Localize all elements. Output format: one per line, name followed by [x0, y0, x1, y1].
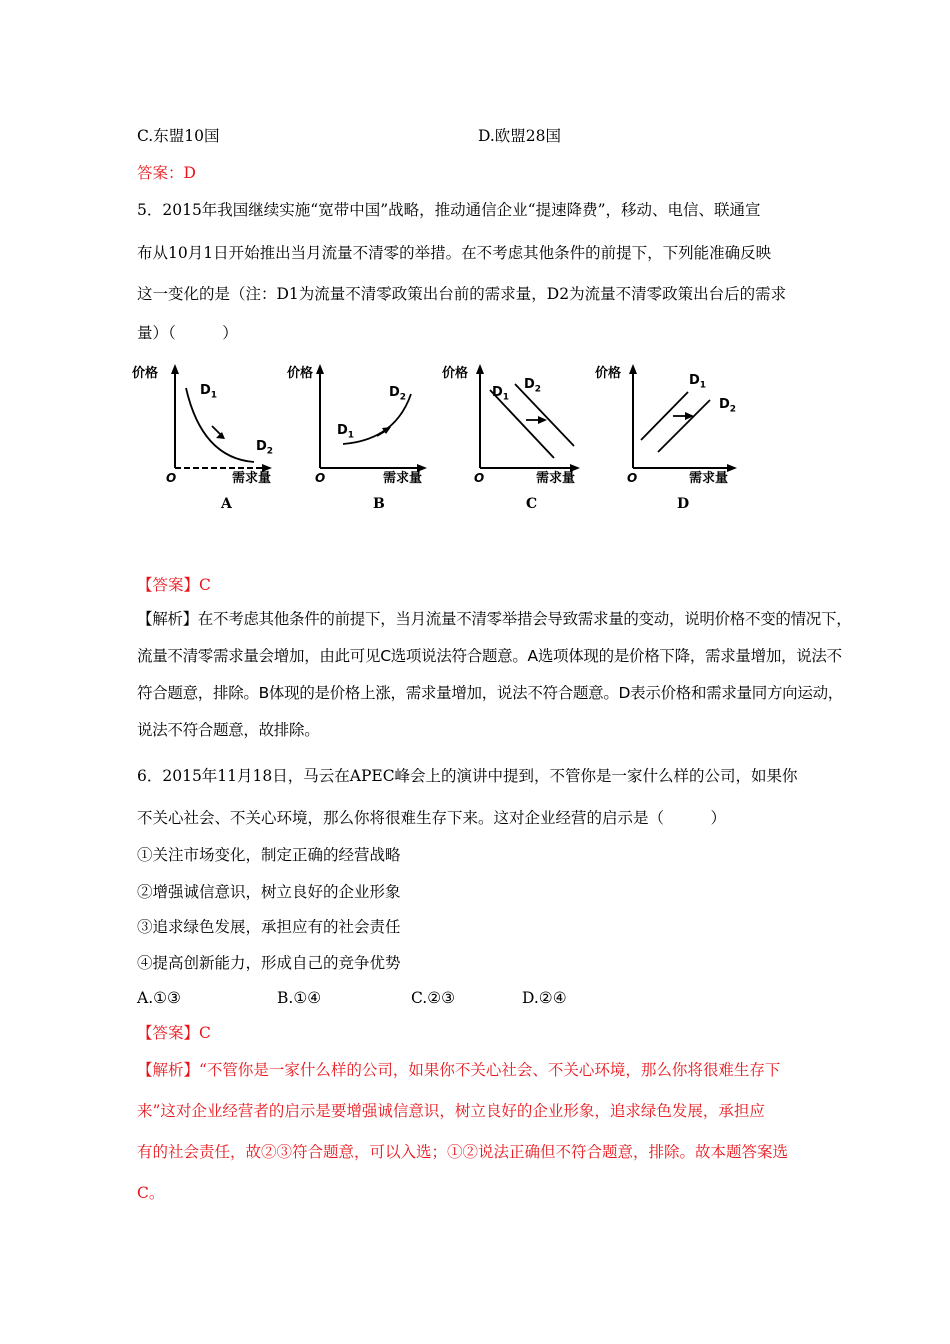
q6-analysis-line: 来”这对企业经营者的启示是要增强诚信意识，树立良好的企业形象，追求绿色发展，承担应 — [137, 1102, 765, 1120]
graph-c-x-label: 需求量 — [536, 471, 576, 486]
q6-item: ③追求绿色发展，承担应有的社会责任 — [137, 918, 401, 936]
demand-graph-c — [440, 362, 582, 514]
graph-d-x-label: 需求量 — [689, 471, 729, 486]
q6-line: 6．2015年11月18日，马云在APEC峰会上的演讲中提到，不管你是一家什么样的公司，如果你 — [137, 767, 798, 785]
graph-c-caption: C — [526, 496, 538, 512]
q6-option-a: A.①③ — [137, 989, 181, 1007]
q4-option-c: C.东盟10国 — [137, 127, 220, 145]
graph-b-origin: O — [315, 471, 326, 485]
q5-line: 布从10月1日开始推出当月流量不清零的举措。在不考虑其他条件的前提下，下列能准确反映 — [137, 244, 772, 262]
graph-a-curve-1: $D_1$ — [200, 383, 218, 401]
q5-line: 5．2015年我国继续实施“宽带中国”战略，推动通信企业“提速降费”，移动、电信、联通宣 — [137, 201, 761, 219]
graph-d-curve-2: $D_2$ — [719, 397, 737, 415]
q6-item: ④提高创新能力，形成自己的竞争优势 — [137, 954, 401, 972]
graph-b-curve-1: $D_1$ — [337, 423, 355, 441]
q6-answer: 【答案】C — [137, 1024, 211, 1042]
q4-option-d: D.欧盟28国 — [478, 127, 562, 145]
graph-b-curve-2: $D_2$ — [389, 385, 407, 403]
q6-option-c: C.②③ — [411, 989, 456, 1007]
q5-analysis-line: 【解析】在不考虑其他条件的前提下，当月流量不清零举措会导致需求量的变动，说明价格不变的情况下， — [137, 610, 852, 628]
graph-b-x-label: 需求量 — [383, 471, 423, 486]
demand-graph-d — [593, 362, 735, 514]
graph-c-origin: O — [474, 471, 485, 485]
q5-analysis-line: 流量不清零需求量会增加，由此可见C选项说法符合题意。A选项体现的是价格下降，需求量增加，说法不 — [137, 647, 842, 665]
q6-analysis-line: 【解析】“不管你是一家什么样的公司，如果你不关心社会、不关心环境，那么你将很难生存下 — [137, 1061, 781, 1079]
q5-line: 量）（ ） — [137, 324, 238, 342]
q6-analysis-line: 有的社会责任，故②③符合题意，可以入选；①②说法正确但不符合题意，排除。故本题答案选 — [137, 1143, 789, 1161]
graph-b-caption: B — [373, 496, 385, 512]
q4-answer: 答案：D — [137, 164, 196, 182]
graph-c-plot — [440, 362, 582, 514]
graph-c-y-label: 价格 — [442, 366, 469, 381]
demand-graph-a — [130, 362, 272, 514]
q5-line: 这一变化的是（注：D1为流量不清零政策出台前的需求量，D2为流量不清零政策出台后的需求 — [137, 285, 787, 303]
q6-option-d: D.②④ — [522, 989, 567, 1007]
graph-a-origin: O — [166, 471, 177, 485]
q5-analysis-line: 说法不符合题意，故排除。 — [137, 721, 320, 739]
graph-b-y-label: 价格 — [287, 366, 314, 381]
graph-a-caption: A — [221, 496, 232, 512]
graph-a-curve-2: $D_2$ — [256, 439, 274, 457]
q5-analysis-line: 符合题意，排除。B体现的是价格上涨，需求量增加，说法不符合题意。D表示价格和需求量同方向运动， — [137, 684, 843, 702]
graph-a-x-label: 需求量 — [232, 471, 272, 486]
graph-d-caption: D — [677, 496, 690, 512]
graph-c-curve-2: $D_2$ — [524, 377, 542, 395]
graph-d-y-label: 价格 — [595, 366, 622, 381]
graph-c-curve-1: $D_1$ — [492, 385, 510, 403]
demand-graph-b — [285, 362, 427, 514]
q6-item: ②增强诚信意识，树立良好的企业形象 — [137, 883, 401, 901]
q6-line: 不关心社会、不关心环境，那么你将很难生存下来。这对企业经营的启示是（ ） — [137, 809, 727, 827]
q6-analysis-line: C。 — [137, 1184, 165, 1202]
graph-d-plot — [593, 362, 735, 514]
q5-answer: 【答案】C — [137, 576, 211, 594]
q6-item: ①关注市场变化，制定正确的经营战略 — [137, 846, 401, 864]
graph-d-curve-1: $D_1$ — [689, 373, 707, 391]
graph-a-y-label: 价格 — [132, 366, 159, 381]
q6-option-b: B.①④ — [277, 989, 322, 1007]
graph-d-origin: O — [627, 471, 638, 485]
